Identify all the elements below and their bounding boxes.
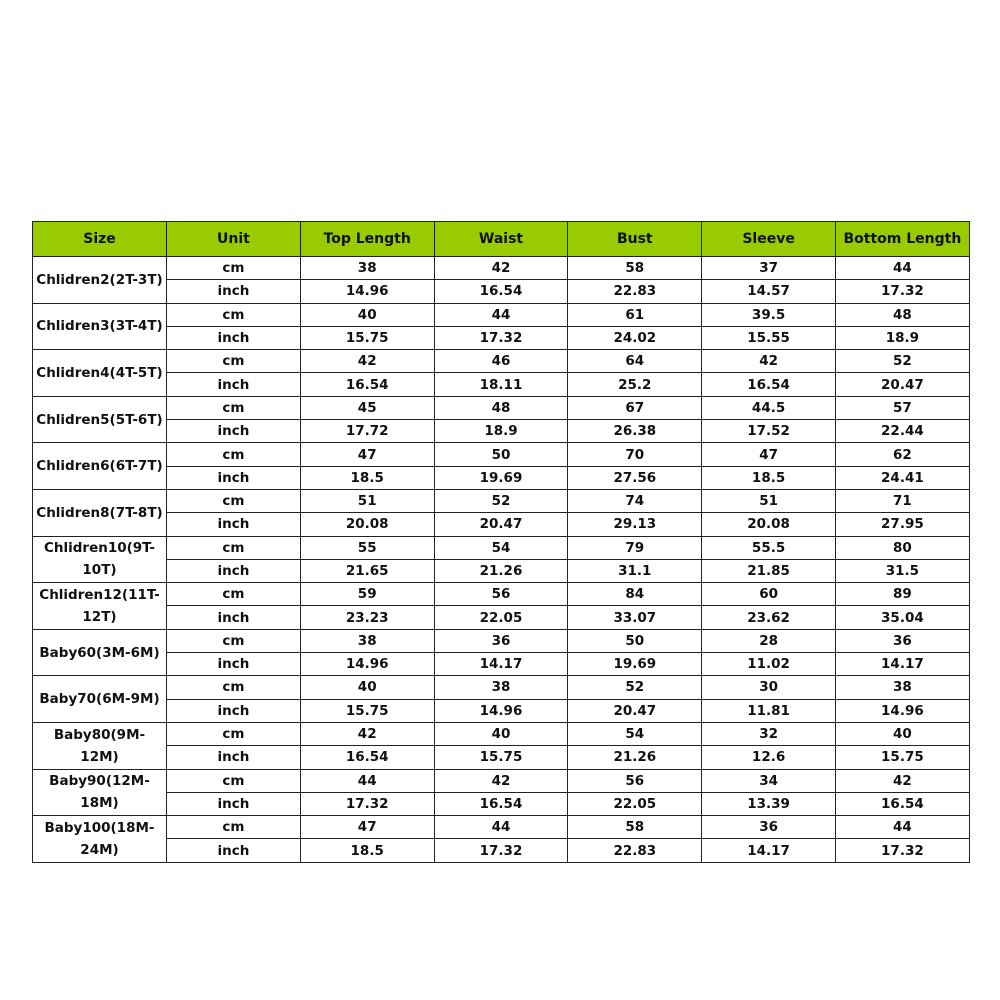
measurement-cell: 16.54	[300, 746, 434, 769]
measurement-cell: 54	[434, 536, 568, 559]
measurement-cell: 14.17	[835, 653, 969, 676]
measurement-cell: 44.5	[702, 396, 836, 419]
measurement-cell: 44	[835, 257, 969, 280]
measurement-cell: 40	[300, 676, 434, 699]
table-row	[33, 536, 970, 559]
header-waist: Waist	[434, 222, 568, 257]
measurement-cell: 14.57	[702, 280, 836, 303]
table-row	[33, 420, 970, 443]
size-cell: Chlidren12(11T-12T)	[33, 583, 167, 630]
unit-cell: cm	[167, 350, 301, 373]
measurement-cell: 51	[300, 489, 434, 512]
size-cell: Baby90(12M-18M)	[33, 769, 167, 816]
size-chart-table	[32, 221, 970, 863]
unit-cell: inch	[167, 559, 301, 582]
measurement-cell: 23.62	[702, 606, 836, 629]
measurement-cell: 15.75	[835, 746, 969, 769]
measurement-cell: 19.69	[568, 653, 702, 676]
size-cell: Chlidren4(4T-5T)	[33, 350, 167, 397]
size-cell: Baby80(9M-12M)	[33, 722, 167, 769]
measurement-cell: 14.96	[835, 699, 969, 722]
measurement-cell: 20.47	[568, 699, 702, 722]
measurement-cell: 20.47	[835, 373, 969, 396]
table-row	[33, 746, 970, 769]
measurement-cell: 17.32	[300, 792, 434, 815]
header-top-length: Top Length	[300, 222, 434, 257]
measurement-cell: 80	[835, 536, 969, 559]
unit-cell: inch	[167, 373, 301, 396]
size-cell: Baby70(6M-9M)	[33, 676, 167, 723]
size-cell: Chlidren5(5T-6T)	[33, 396, 167, 443]
table-body	[33, 257, 970, 863]
header-bust: Bust	[568, 222, 702, 257]
measurement-cell: 52	[434, 489, 568, 512]
measurement-cell: 59	[300, 583, 434, 606]
unit-cell: cm	[167, 583, 301, 606]
size-cell: Baby100(18M-24M)	[33, 816, 167, 863]
unit-cell: inch	[167, 606, 301, 629]
measurement-cell: 22.44	[835, 420, 969, 443]
measurement-cell: 62	[835, 443, 969, 466]
measurement-cell: 42	[434, 257, 568, 280]
measurement-cell: 16.54	[702, 373, 836, 396]
measurement-cell: 55.5	[702, 536, 836, 559]
measurement-cell: 58	[568, 257, 702, 280]
size-cell: Chlidren10(9T-10T)	[33, 536, 167, 583]
table-row	[33, 839, 970, 862]
measurement-cell: 40	[434, 722, 568, 745]
measurement-cell: 17.52	[702, 420, 836, 443]
measurement-cell: 38	[300, 257, 434, 280]
measurement-cell: 21.26	[434, 559, 568, 582]
table-row	[33, 396, 970, 419]
table-row	[33, 606, 970, 629]
measurement-cell: 56	[434, 583, 568, 606]
measurement-cell: 17.32	[835, 280, 969, 303]
measurement-cell: 38	[434, 676, 568, 699]
measurement-cell: 27.95	[835, 513, 969, 536]
measurement-cell: 18.11	[434, 373, 568, 396]
measurement-cell: 13.39	[702, 792, 836, 815]
measurement-cell: 47	[300, 443, 434, 466]
unit-cell: cm	[167, 769, 301, 792]
unit-cell: inch	[167, 792, 301, 815]
measurement-cell: 89	[835, 583, 969, 606]
measurement-cell: 18.9	[835, 326, 969, 349]
header-bottom-length: Bottom Length	[835, 222, 969, 257]
measurement-cell: 47	[300, 816, 434, 839]
table-row	[33, 769, 970, 792]
unit-cell: inch	[167, 466, 301, 489]
measurement-cell: 21.65	[300, 559, 434, 582]
table-row	[33, 583, 970, 606]
measurement-cell: 50	[568, 629, 702, 652]
measurement-cell: 14.96	[300, 280, 434, 303]
measurement-cell: 57	[835, 396, 969, 419]
size-cell: Chlidren8(7T-8T)	[33, 489, 167, 536]
table-row	[33, 443, 970, 466]
unit-cell: inch	[167, 326, 301, 349]
unit-cell: inch	[167, 699, 301, 722]
unit-cell: inch	[167, 746, 301, 769]
size-cell: Chlidren2(2T-3T)	[33, 257, 167, 304]
measurement-cell: 17.72	[300, 420, 434, 443]
measurement-cell: 44	[434, 303, 568, 326]
unit-cell: cm	[167, 396, 301, 419]
measurement-cell: 14.17	[702, 839, 836, 862]
measurement-cell: 20.08	[702, 513, 836, 536]
measurement-cell: 61	[568, 303, 702, 326]
measurement-cell: 18.9	[434, 420, 568, 443]
table-row	[33, 326, 970, 349]
measurement-cell: 64	[568, 350, 702, 373]
measurement-cell: 17.32	[434, 326, 568, 349]
measurement-cell: 26.38	[568, 420, 702, 443]
unit-cell: cm	[167, 443, 301, 466]
table-row	[33, 559, 970, 582]
size-cell: Chlidren3(3T-4T)	[33, 303, 167, 350]
measurement-cell: 34	[702, 769, 836, 792]
table-row	[33, 816, 970, 839]
unit-cell: cm	[167, 816, 301, 839]
measurement-cell: 52	[835, 350, 969, 373]
unit-cell: cm	[167, 536, 301, 559]
measurement-cell: 29.13	[568, 513, 702, 536]
measurement-cell: 22.05	[434, 606, 568, 629]
measurement-cell: 30	[702, 676, 836, 699]
measurement-cell: 22.83	[568, 839, 702, 862]
unit-cell: cm	[167, 257, 301, 280]
measurement-cell: 24.02	[568, 326, 702, 349]
measurement-cell: 54	[568, 722, 702, 745]
measurement-cell: 17.32	[835, 839, 969, 862]
measurement-cell: 11.02	[702, 653, 836, 676]
measurement-cell: 48	[434, 396, 568, 419]
measurement-cell: 47	[702, 443, 836, 466]
table-row	[33, 350, 970, 373]
measurement-cell: 44	[300, 769, 434, 792]
unit-cell: cm	[167, 676, 301, 699]
measurement-cell: 40	[300, 303, 434, 326]
measurement-cell: 52	[568, 676, 702, 699]
measurement-cell: 70	[568, 443, 702, 466]
measurement-cell: 14.96	[300, 653, 434, 676]
unit-cell: cm	[167, 722, 301, 745]
measurement-cell: 38	[300, 629, 434, 652]
measurement-cell: 14.96	[434, 699, 568, 722]
measurement-cell: 36	[702, 816, 836, 839]
table-row	[33, 257, 970, 280]
measurement-cell: 42	[835, 769, 969, 792]
measurement-cell: 48	[835, 303, 969, 326]
header-unit: Unit	[167, 222, 301, 257]
unit-cell: cm	[167, 489, 301, 512]
measurement-cell: 33.07	[568, 606, 702, 629]
measurement-cell: 21.85	[702, 559, 836, 582]
table-row	[33, 792, 970, 815]
table-row	[33, 489, 970, 512]
measurement-cell: 60	[702, 583, 836, 606]
measurement-cell: 11.81	[702, 699, 836, 722]
measurement-cell: 12.6	[702, 746, 836, 769]
measurement-cell: 79	[568, 536, 702, 559]
measurement-cell: 71	[835, 489, 969, 512]
table-row	[33, 653, 970, 676]
measurement-cell: 28	[702, 629, 836, 652]
unit-cell: cm	[167, 303, 301, 326]
measurement-cell: 67	[568, 396, 702, 419]
measurement-cell: 36	[835, 629, 969, 652]
header-sleeve: Sleeve	[702, 222, 836, 257]
measurement-cell: 39.5	[702, 303, 836, 326]
measurement-cell: 31.1	[568, 559, 702, 582]
measurement-cell: 42	[702, 350, 836, 373]
measurement-cell: 20.08	[300, 513, 434, 536]
measurement-cell: 37	[702, 257, 836, 280]
measurement-cell: 18.5	[300, 839, 434, 862]
unit-cell: inch	[167, 280, 301, 303]
measurement-cell: 55	[300, 536, 434, 559]
measurement-cell: 16.54	[434, 792, 568, 815]
measurement-cell: 17.32	[434, 839, 568, 862]
table-row	[33, 373, 970, 396]
measurement-cell: 18.5	[702, 466, 836, 489]
measurement-cell: 38	[835, 676, 969, 699]
measurement-cell: 14.17	[434, 653, 568, 676]
measurement-cell: 44	[434, 816, 568, 839]
measurement-cell: 15.55	[702, 326, 836, 349]
measurement-cell: 27.56	[568, 466, 702, 489]
measurement-cell: 46	[434, 350, 568, 373]
measurement-cell: 74	[568, 489, 702, 512]
measurement-cell: 40	[835, 722, 969, 745]
unit-cell: inch	[167, 420, 301, 443]
table-row	[33, 466, 970, 489]
measurement-cell: 15.75	[434, 746, 568, 769]
unit-cell: cm	[167, 629, 301, 652]
measurement-cell: 21.26	[568, 746, 702, 769]
measurement-cell: 58	[568, 816, 702, 839]
header-size: Size	[33, 222, 167, 257]
measurement-cell: 45	[300, 396, 434, 419]
unit-cell: inch	[167, 839, 301, 862]
measurement-cell: 16.54	[835, 792, 969, 815]
table-row	[33, 280, 970, 303]
measurement-cell: 25.2	[568, 373, 702, 396]
size-cell: Chlidren6(6T-7T)	[33, 443, 167, 490]
table-row	[33, 699, 970, 722]
measurement-cell: 19.69	[434, 466, 568, 489]
measurement-cell: 23.23	[300, 606, 434, 629]
measurement-cell: 42	[300, 350, 434, 373]
measurement-cell: 35.04	[835, 606, 969, 629]
unit-cell: inch	[167, 653, 301, 676]
measurement-cell: 16.54	[434, 280, 568, 303]
unit-cell: inch	[167, 513, 301, 536]
measurement-cell: 56	[568, 769, 702, 792]
measurement-cell: 31.5	[835, 559, 969, 582]
table-header	[33, 222, 970, 257]
measurement-cell: 24.41	[835, 466, 969, 489]
header-row	[33, 222, 970, 257]
measurement-cell: 32	[702, 722, 836, 745]
measurement-cell: 18.5	[300, 466, 434, 489]
measurement-cell: 42	[300, 722, 434, 745]
size-cell: Baby60(3M-6M)	[33, 629, 167, 676]
measurement-cell: 15.75	[300, 326, 434, 349]
measurement-cell: 22.05	[568, 792, 702, 815]
measurement-cell: 36	[434, 629, 568, 652]
measurement-cell: 20.47	[434, 513, 568, 536]
table-row	[33, 629, 970, 652]
measurement-cell: 51	[702, 489, 836, 512]
table-row	[33, 513, 970, 536]
measurement-cell: 22.83	[568, 280, 702, 303]
table-row	[33, 303, 970, 326]
measurement-cell: 16.54	[300, 373, 434, 396]
measurement-cell: 44	[835, 816, 969, 839]
measurement-cell: 84	[568, 583, 702, 606]
table-row	[33, 722, 970, 745]
measurement-cell: 15.75	[300, 699, 434, 722]
measurement-cell: 42	[434, 769, 568, 792]
measurement-cell: 50	[434, 443, 568, 466]
table-row	[33, 676, 970, 699]
